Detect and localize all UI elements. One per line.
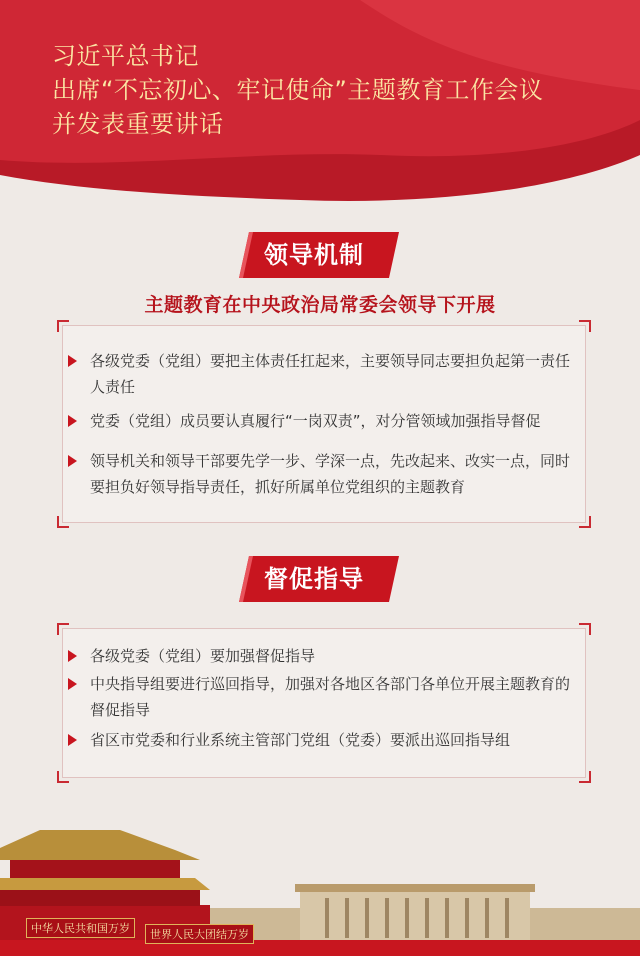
section-1-box: [62, 325, 586, 523]
list-item: [68, 348, 578, 400]
triangle-bullet-icon: [68, 415, 77, 427]
header-title-line-1: 习近平总书记: [52, 42, 199, 70]
corner-decoration: [57, 771, 69, 783]
corner-decoration: [579, 771, 591, 783]
list-item-text: 各级党委（党组）要加强督促指导: [90, 647, 316, 665]
triangle-bullet-icon: [68, 650, 77, 662]
triangle-bullet-icon: [68, 678, 77, 690]
corner-decoration: [579, 623, 591, 635]
list-item-text: 中央指导组要进行巡回指导，加强对各地区各部门各单位开展主题教育的督促指导: [90, 675, 571, 719]
list-item: [68, 671, 578, 723]
header-title-line-2: 出席“不忘初心、牢记使命”主题教育工作会议: [52, 76, 544, 104]
section-2-heading: 督促指导: [264, 565, 364, 593]
footer-landmarks-illustration: [0, 820, 640, 956]
corner-decoration: [57, 320, 69, 332]
list-item-text: 省区市党委和行业系统主管部门党组（党委）要派出巡回指导组: [90, 731, 511, 749]
list-item: [68, 643, 578, 669]
corner-decoration: [579, 320, 591, 332]
corner-decoration: [579, 516, 591, 528]
header-title-line-3: 并发表重要讲话: [52, 110, 224, 138]
list-item-text: 领导机关和领导干部要先学一步、学深一点，先改起来、改实一点，同时要担负好领导指导责任，抓好所属单位党组织的主题教育: [90, 452, 571, 496]
corner-decoration: [57, 516, 69, 528]
triangle-bullet-icon: [68, 355, 77, 367]
section-1-heading-ribbon: [239, 232, 399, 278]
section-2-box: [62, 628, 586, 778]
header-banner: [0, 0, 640, 215]
list-item: [68, 727, 578, 753]
triangle-bullet-icon: [68, 734, 77, 746]
list-item-text: 党委（党组）成员要认真履行“一岗双责”，对分管领域加强指导督促: [90, 412, 541, 430]
triangle-bullet-icon: [68, 455, 77, 467]
list-item: [68, 448, 578, 500]
list-item-text: 各级党委（党组）要把主体责任扛起来，主要领导同志要担负起第一责任人责任: [90, 352, 571, 396]
section-2-heading-ribbon: [239, 556, 399, 602]
section-1-subheading: 主题教育在中央政治局常委会领导下开展: [144, 294, 496, 316]
section-1-heading: 领导机制: [264, 241, 364, 269]
list-item: [68, 408, 578, 434]
plaque-left: 中华人民共和国万岁: [26, 918, 135, 938]
corner-decoration: [57, 623, 69, 635]
plaque-right: 世界人民大团结万岁: [145, 924, 254, 944]
